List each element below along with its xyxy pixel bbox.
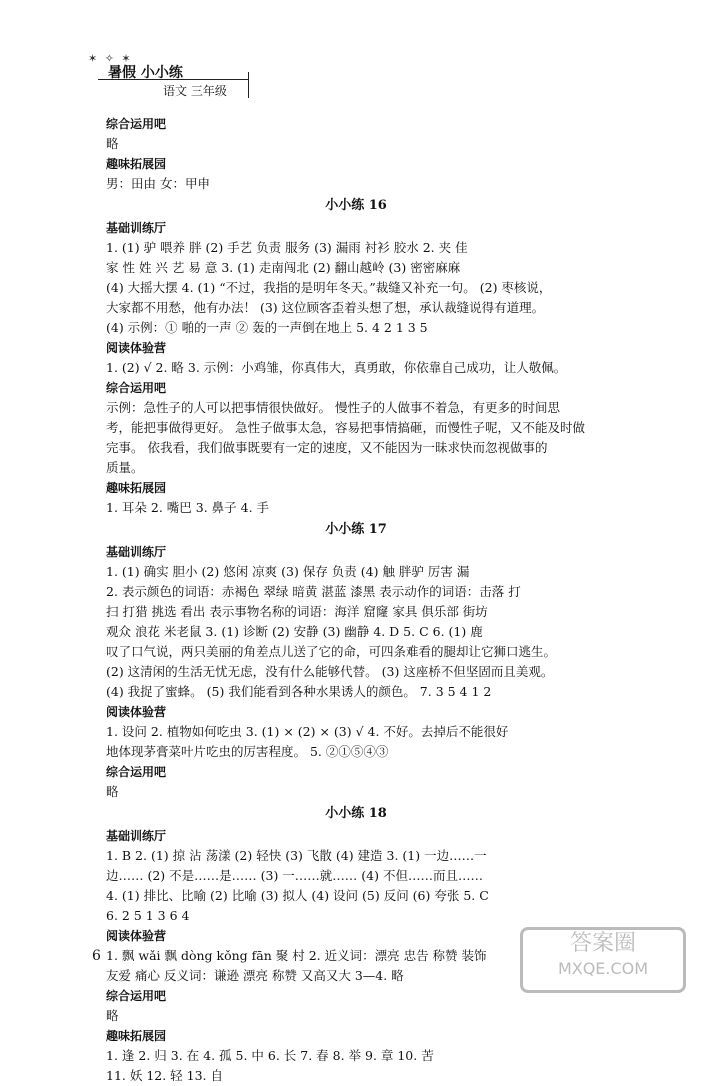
section-heading: 综合运用吧 — [106, 989, 167, 1003]
lesson-title: 小小练 18 — [325, 806, 387, 821]
answer-line: 边…… (2) 不是……是…… (3) 一……就…… (4) 不但……而且…… — [106, 868, 483, 883]
answer-line: 完事。 依我看，我们做事既要有一定的速度，又不能因为一昧求快而忽视做事的 — [106, 440, 548, 455]
answer-line: 4. (1) 排比、比喻 (2) 比喻 (3) 拟人 (4) 设问 (5) 反问 (6) 夸张 5. C — [106, 888, 489, 903]
answer-line: (4) 我捉了蜜蜂。 (5) 我们能看到各种水果诱人的颜色。 7. 3 5 4 1 2 — [106, 684, 492, 699]
section-heading: 基础训练厅 — [106, 829, 167, 843]
section-heading: 趣味拓展园 — [106, 157, 167, 171]
header-divider — [248, 72, 249, 98]
answer-line: 11. 妖 12. 轻 13. 自 — [106, 1068, 224, 1083]
answer-line: 1. 飘 wǎi 飘 dòng kǒng fān 聚 村 2. 近义词：漂亮 忠告 称赞 装饰 — [106, 948, 487, 963]
watermark-logo — [520, 927, 686, 993]
section-heading: 综合运用吧 — [106, 765, 167, 779]
answer-line: 1. 设问 2. 植物如何吃虫 3. (1) × (2) × (3) √ 4. 不好。去掉后不能很好 — [106, 724, 509, 739]
answer-line: 友爱 痛心 反义词：谦逊 漂亮 称赞 又高又大 3—4. 略 — [106, 968, 404, 983]
page-header — [88, 52, 258, 102]
answer-line: 家 性 姓 兴 艺 易 意 3. (1) 走南闯北 (2) 翻山越岭 (3) 密密麻麻 — [106, 260, 461, 275]
answer-line: 略 — [106, 1008, 119, 1023]
subject-grade: 语文 三年级 — [163, 84, 227, 98]
section-heading: 趣味拓展园 — [106, 481, 167, 495]
answer-line: 1. 耳朵 2. 嘴巴 3. 鼻子 4. 手 — [106, 500, 270, 515]
answer-line: 扫 打猎 挑选 看出 表示事物名称的词语：海洋 窟窿 家具 俱乐部 街坊 — [106, 604, 488, 619]
answer-line: 1. (1) 驴 喂养 胖 (2) 手艺 负责 服务 (3) 漏雨 衬衫 胶水 2. 夹 佳 — [106, 240, 468, 255]
section-heading: 综合运用吧 — [106, 381, 167, 395]
section-heading: 阅读体验营 — [106, 341, 167, 355]
answer-line: 地体现茅膏菜叶片吃虫的厉害程度。 5. ②①⑤④③ — [106, 744, 389, 759]
answer-line: 叹了口气说，两只美丽的角差点儿送了它的命，可四条难看的腿却让它狮口逃生。 — [106, 644, 557, 659]
page-number: 6 — [92, 948, 101, 964]
answer-line: (4) 大摇大摆 4. (1) “不过，我指的是明年冬天。”裁缝又补充一句。 (2) 枣核说， — [106, 280, 552, 295]
answer-line: (4) 示例：① 啪的一声 ② 轰的一声倒在地上 5. 4 2 1 3 5 — [106, 320, 428, 335]
answer-line: 观众 浪花 米老鼠 3. (1) 诊断 (2) 安静 (3) 幽静 4. D 5. C 6. (1) 鹿 — [106, 624, 483, 639]
star-decoration-icon: ✶ ✧ ✶ — [88, 52, 133, 65]
section-heading: 基础训练厅 — [106, 221, 167, 235]
watermark-url: MXQE.COM — [557, 959, 649, 978]
header-rule — [98, 79, 248, 80]
lesson-title: 小小练 17 — [325, 522, 387, 537]
answer-line: 6. 2 5 1 3 6 4 — [106, 908, 190, 923]
answer-line: 1. (1) 确实 胆小 (2) 悠闲 凉爽 (3) 保存 负责 (4) 触 胖驴 厉害 漏 — [106, 564, 470, 579]
answer-line: 1. B 2. (1) 掠 沾 荡漾 (2) 轻快 (3) 飞散 (4) 建造 3. (1) 一边……一 — [106, 848, 487, 863]
section-heading: 趣味拓展园 — [106, 1029, 167, 1043]
answer-line: (2) 这清闲的生活无忧无虑，没有什么能够代替。 (3) 这座桥不但坚固而且美观。 — [106, 664, 554, 679]
answer-line: 1. 逢 2. 归 3. 在 4. 孤 5. 中 6. 长 7. 春 8. 举 9. 章 10. 苦 — [106, 1048, 434, 1063]
section-heading: 综合运用吧 — [106, 117, 167, 131]
watermark-text: 答案圈 — [569, 931, 636, 956]
section-heading: 基础训练厅 — [106, 545, 167, 559]
section-heading: 阅读体验营 — [106, 929, 167, 943]
answer-line: 大家都不用愁，他有办法！ (3) 这位顾客歪着头想了想，承认裁缝说得有道理。 — [106, 300, 545, 315]
answer-line: 男：田由 女：甲申 — [106, 176, 210, 191]
answer-line: 略 — [106, 136, 119, 151]
answer-line: 略 — [106, 784, 119, 799]
answer-line: 示例：急性子的人可以把事情很快做好。 慢性子的人做事不着急，有更多的时间思 — [106, 400, 560, 415]
answer-line: 1. (2) √ 2. 略 3. 示例：小鸡雏，你真伟大，真勇敢，你依靠自己成功，让人敬佩。 — [106, 360, 567, 375]
answer-line: 质量。 — [106, 460, 144, 475]
answer-line: 考，能把事做得更好。 急性子做事太急，容易把事情搞砸，而慢性子呢，又不能及时做 — [106, 420, 585, 435]
series-title: 暑假 小小练 — [108, 65, 183, 81]
section-heading: 阅读体验营 — [106, 705, 167, 719]
answer-line: 2. 表示颜色的词语：赤褐色 翠绿 暗黄 湛蓝 漆黑 表示动作的词语：击落 打 — [106, 584, 521, 599]
lesson-title: 小小练 16 — [325, 198, 387, 213]
